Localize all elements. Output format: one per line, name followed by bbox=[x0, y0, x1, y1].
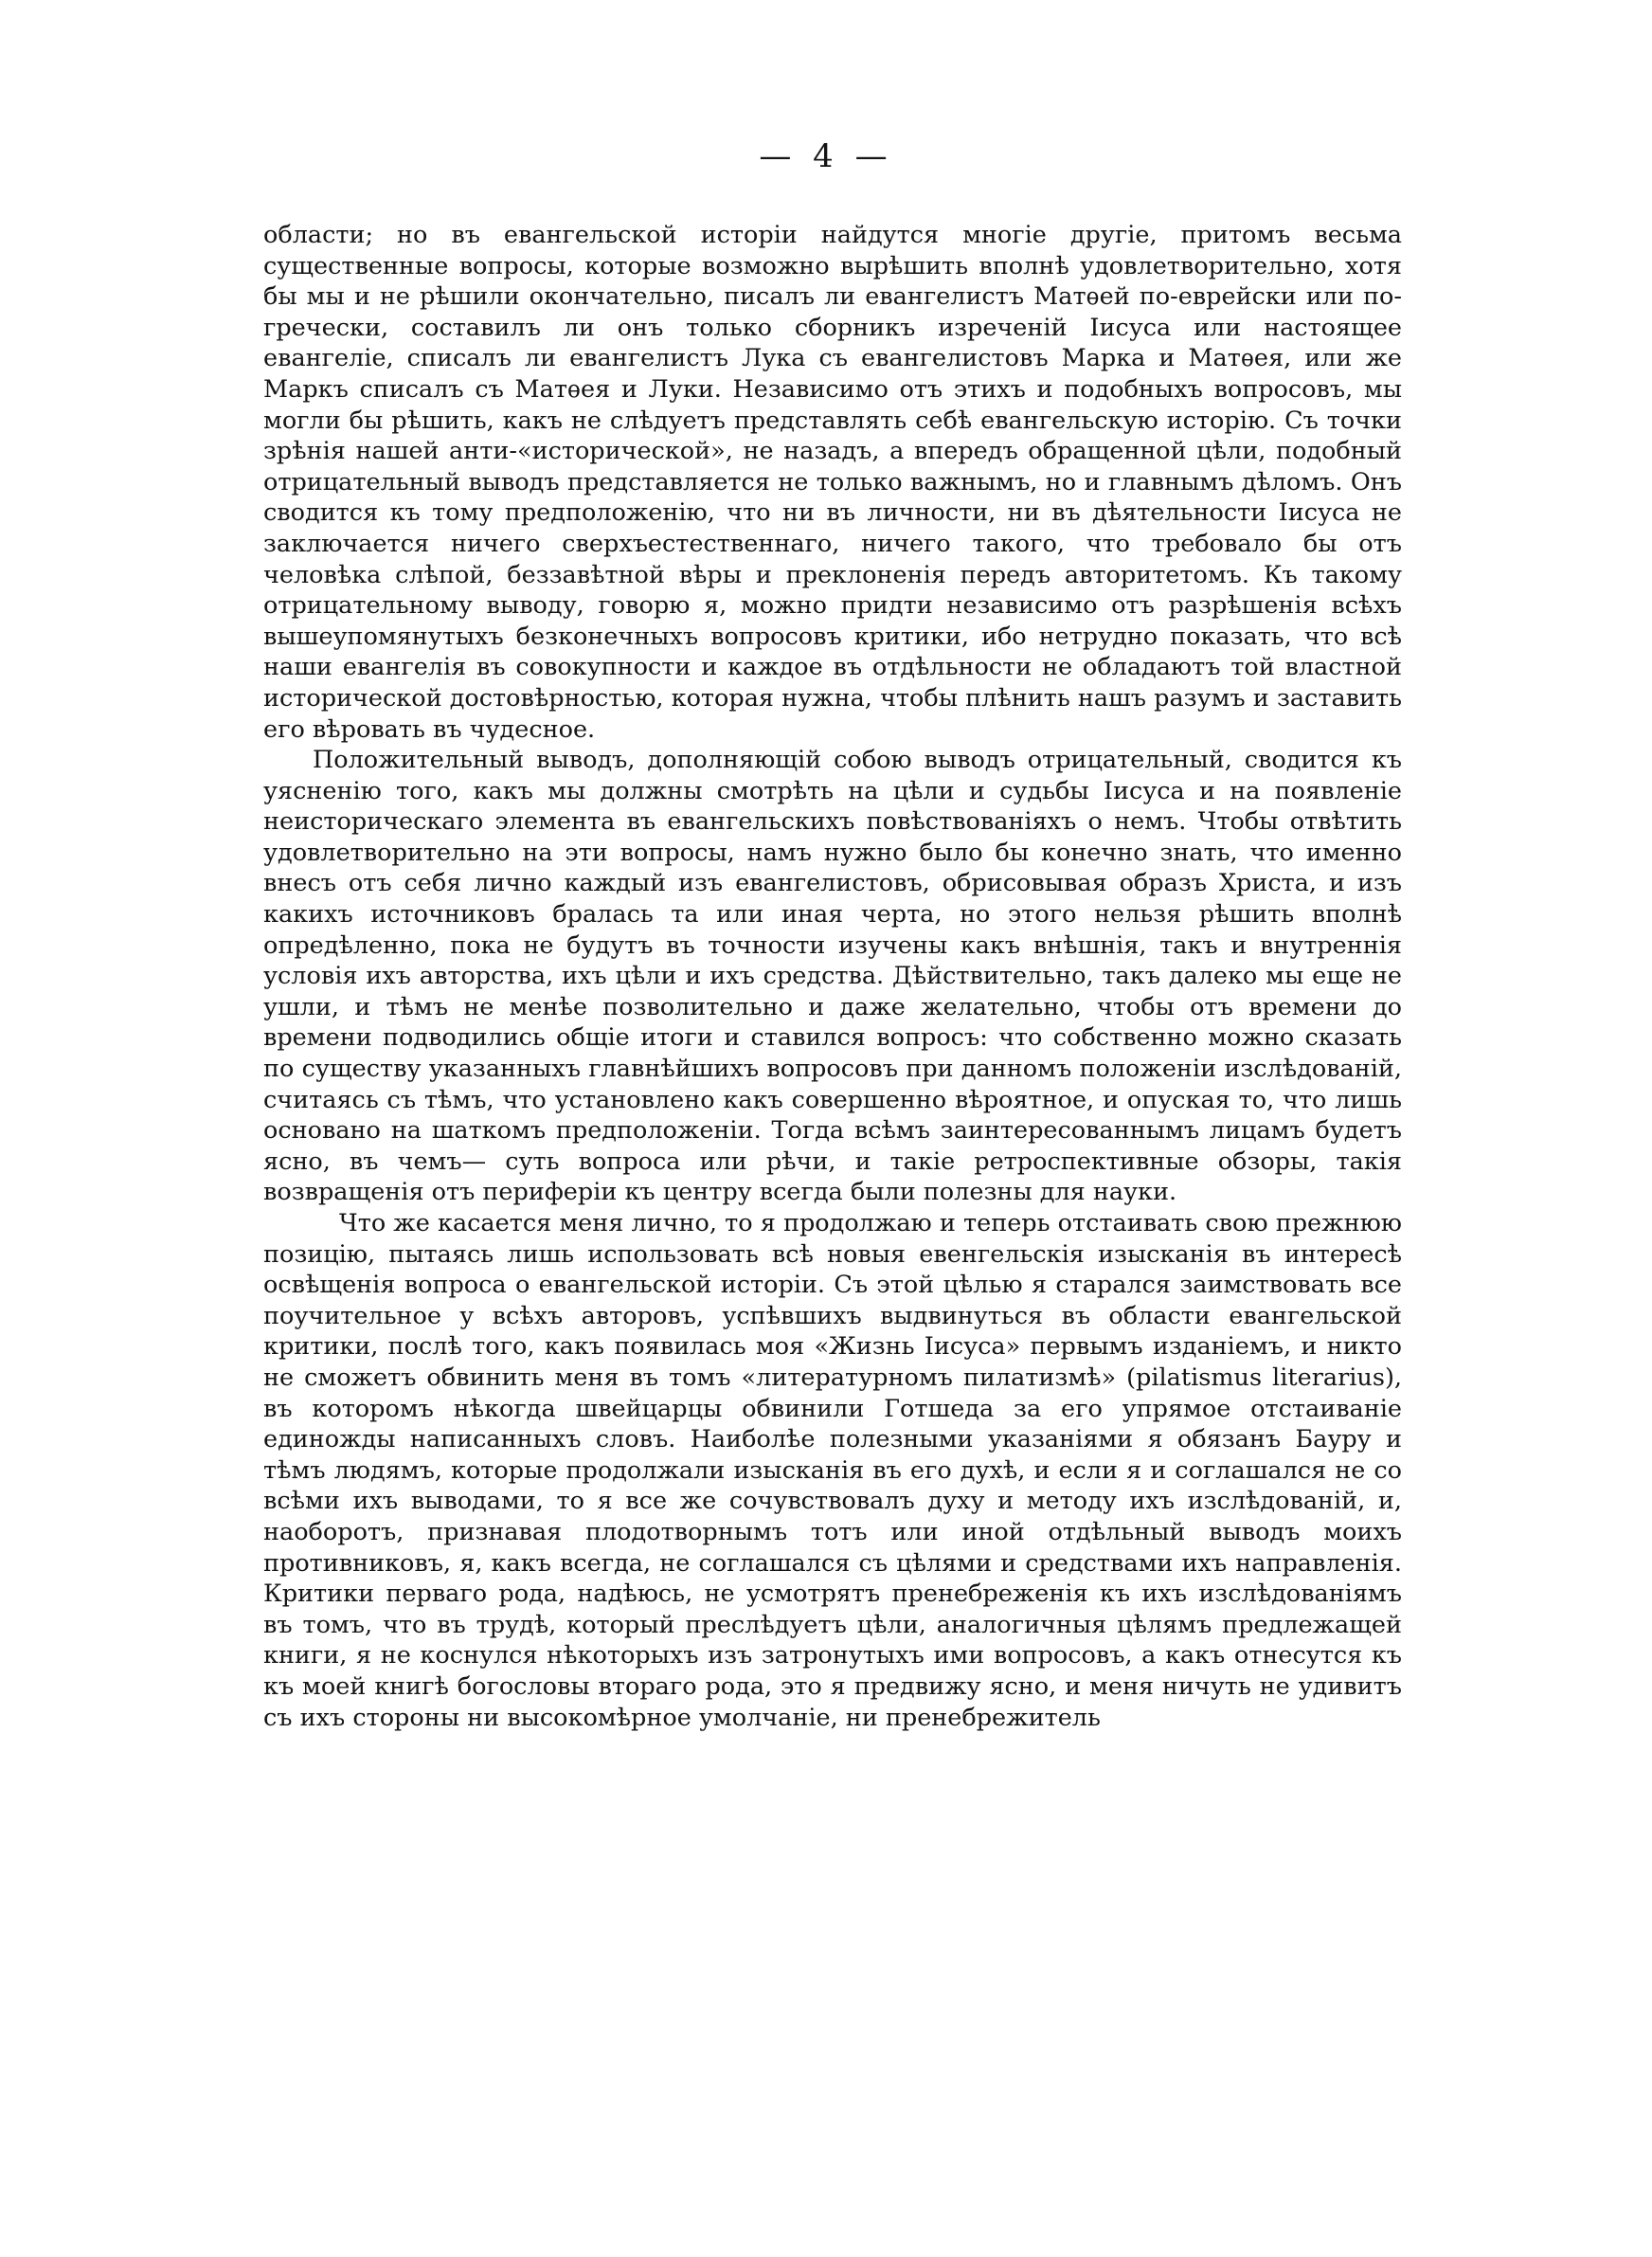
paragraph-1: области; но въ евангельской исторіи найдутся многіе другіе, притомъ весьма существенные вопросы, которые возможно вырѣшить вполнѣ удовлетворительно, хотя бы мы и не рѣшили окончательно, писалъ ли евангелистъ Матѳей по-еврейски или по-гречески, составилъ ли онъ только сборникъ изреченій Іисуса или настоящее евангеліе, списалъ ли евангелистъ Лука съ евангелистовъ Марка и Матѳея, или же Маркъ списалъ съ Матѳея и Луки. Независимо отъ этихъ и подобныхъ вопросовъ, мы могли бы рѣшить, какъ не слѣдуетъ представлять себѣ евангельскую исторію. Съ точки зрѣнія нашей анти-«исторической», не назадъ, а впередъ обращенной цѣли, подобный отрицательный выводъ представляется не только важнымъ, но и главнымъ дѣломъ. Онъ сводится къ тому предположенію, что ни въ личности, ни въ дѣятельности Іисуса не заключается ничего сверхъестественнаго, ничего такого, что требовало бы отъ человѣка слѣпой, беззавѣтной вѣры и преклоненія передъ авторитетомъ. Къ такому отрицательному выводу, говорю я, можно придти независимо отъ разрѣшенія всѣхъ вышеупомянутыхъ безконечныхъ вопросовъ критики, ибо нетрудно показать, что всѣ наши евангелія въ совокупности и каждое въ отдѣльности не обладаютъ той властной исторической достовѣрностью, которая нужна, чтобы плѣнить нашъ разумъ и заставить его вѣровать въ чудесное. bbox=[263, 221, 1402, 744]
paragraph-3: Что же касается меня лично, то я продолжаю и теперь отстаивать свою прежнюю позицію, пытаясь лишь использовать всѣ новыя евенгельскія изысканія въ интересѣ освѣщенія вопроса о евангельской исторіи. Съ этой цѣлью я старался заимствовать все поучительное у всѣхъ авторовъ, успѣвшихъ выдвинуться въ области евангельской критики, послѣ того, какъ появилась моя «Жизнь Іисуса» первымъ изданіемъ, и никто не сможетъ обвинить меня въ томъ «литературномъ пилатизмѣ» (pilatismus literarius), въ которомъ нѣкогда швейцарцы обвинили Готшеда за его упрямое отстаиваніе единожды написанныхъ словъ. Наиболѣе полезными указаніями я обязанъ Бауру и тѣмъ людямъ, которые продолжали изысканія въ его духѣ, и если я и соглашался не со всѣми ихъ выводами, то я все же сочувствовалъ духу и методу ихъ изслѣдованій, и, наоборотъ, признавая плодотворнымъ тотъ или иной отдѣльный выводъ моихъ противниковъ, я, какъ всегда, не соглашался съ цѣлями и средствами ихъ направленія. Критики перваго рода, надѣюсь, не усмотрятъ пренебреженія къ ихъ изслѣдованіямъ въ томъ, что въ трудѣ, который преслѣдуетъ цѣли, аналогичныя цѣлямъ предлежащей книги, я не коснулся нѣкоторыхъ изъ затронутыхъ ими вопросовъ, а какъ отнесутся къ къ моей книгѣ богословы втораго рода, это я предвижу ясно, и меня ничуть не удивитъ съ ихъ стороны ни высокомѣрное умолчаніе, ни пренебрежитель bbox=[263, 1209, 1402, 1732]
page-number: — 4 — bbox=[759, 137, 893, 175]
paragraph-2: Положительный выводъ, дополняющій собою выводъ отрицательный, сводится къ уясненію того, какъ мы должны смотрѣть на цѣли и судьбы Іисуса и на появленіе неисторическаго элемента въ евангельскихъ повѣствованіяхъ о немъ. Чтобы отвѣтить удовлетворительно на эти вопросы, намъ нужно было бы конечно знать, что именно внесъ отъ себя лично каждый изъ евангелистовъ, обрисовывая образъ Христа, и изъ какихъ источниковъ бралась та или иная черта, но этого нельзя рѣшить вполнѣ опредѣленно, пока не будутъ въ точности изучены какъ внѣшнія, такъ и внутреннія условія ихъ авторства, ихъ цѣли и ихъ средства. Дѣйствительно, такъ далеко мы еще не ушли, и тѣмъ не менѣе позволительно и даже желательно, чтобы отъ времени до времени подводились общіе итоги и ставился вопросъ: что собственно можно сказать по существу указанныхъ главнѣйшихъ вопросовъ при данномъ положеніи изслѣдованій, считаясь съ тѣмъ, что установлено какъ совершенно вѣроятное, и опуская то, что лишь основано на шаткомъ предположеніи. Тогда всѣмъ заинтересованнымъ лицамъ будетъ ясно, въ чемъ— суть вопроса или рѣчи, и такіе ретроспективные обзоры, такія возвращенія отъ периферіи къ центру всегда были полезны для науки. bbox=[263, 746, 1402, 1207]
body-text bbox=[263, 220, 1402, 1733]
